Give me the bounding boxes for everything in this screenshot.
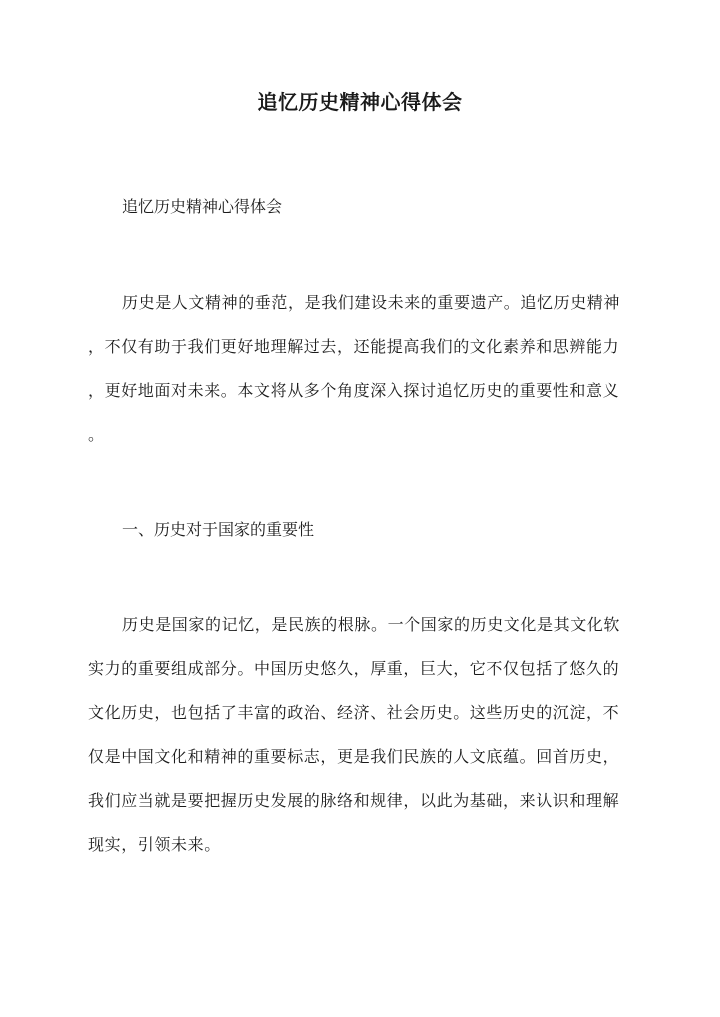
paragraph-line: ，不仅有助于我们更好地理解过去，还能提高我们的文化素养和思辨能力: [88, 337, 620, 356]
paragraph-line: 现实，引领未来。: [88, 835, 221, 854]
paragraph-line: 历史是人文精神的垂范，是我们建设未来的重要遗产。追忆历史精神: [122, 293, 621, 312]
paragraph-line: 。: [88, 425, 105, 444]
paragraph-intro: [88, 291, 636, 467]
paragraph-line: ，更好地面对未来。本文将从多个角度深入探讨追忆历史的重要性和意义: [88, 381, 620, 400]
document-title: 追忆历史精神心得体会: [257, 90, 463, 114]
section-heading: 一、历史对于国家的重要性: [122, 520, 315, 539]
paragraph-line: 我们应当就是要把握历史发展的脉络和规律，以此为基础，来认识和理解: [88, 791, 620, 810]
paragraph-section1: [88, 613, 636, 877]
paragraph-line: 仅是中国文化和精神的重要标志，更是我们民族的人文底蕴。回首历史，: [88, 747, 620, 766]
paragraph-line: 历史是国家的记忆，是民族的根脉。一个国家的历史文化是其文化软: [122, 615, 621, 634]
paragraph-line: 实力的重要组成部分。中国历史悠久，厚重，巨大，它不仅包括了悠久的: [88, 659, 620, 678]
document-subtitle: 追忆历史精神心得体会: [122, 197, 283, 216]
paragraph-line: 文化历史，也包括了丰富的政治、经济、社会历史。这些历史的沉淀，不: [88, 703, 620, 722]
